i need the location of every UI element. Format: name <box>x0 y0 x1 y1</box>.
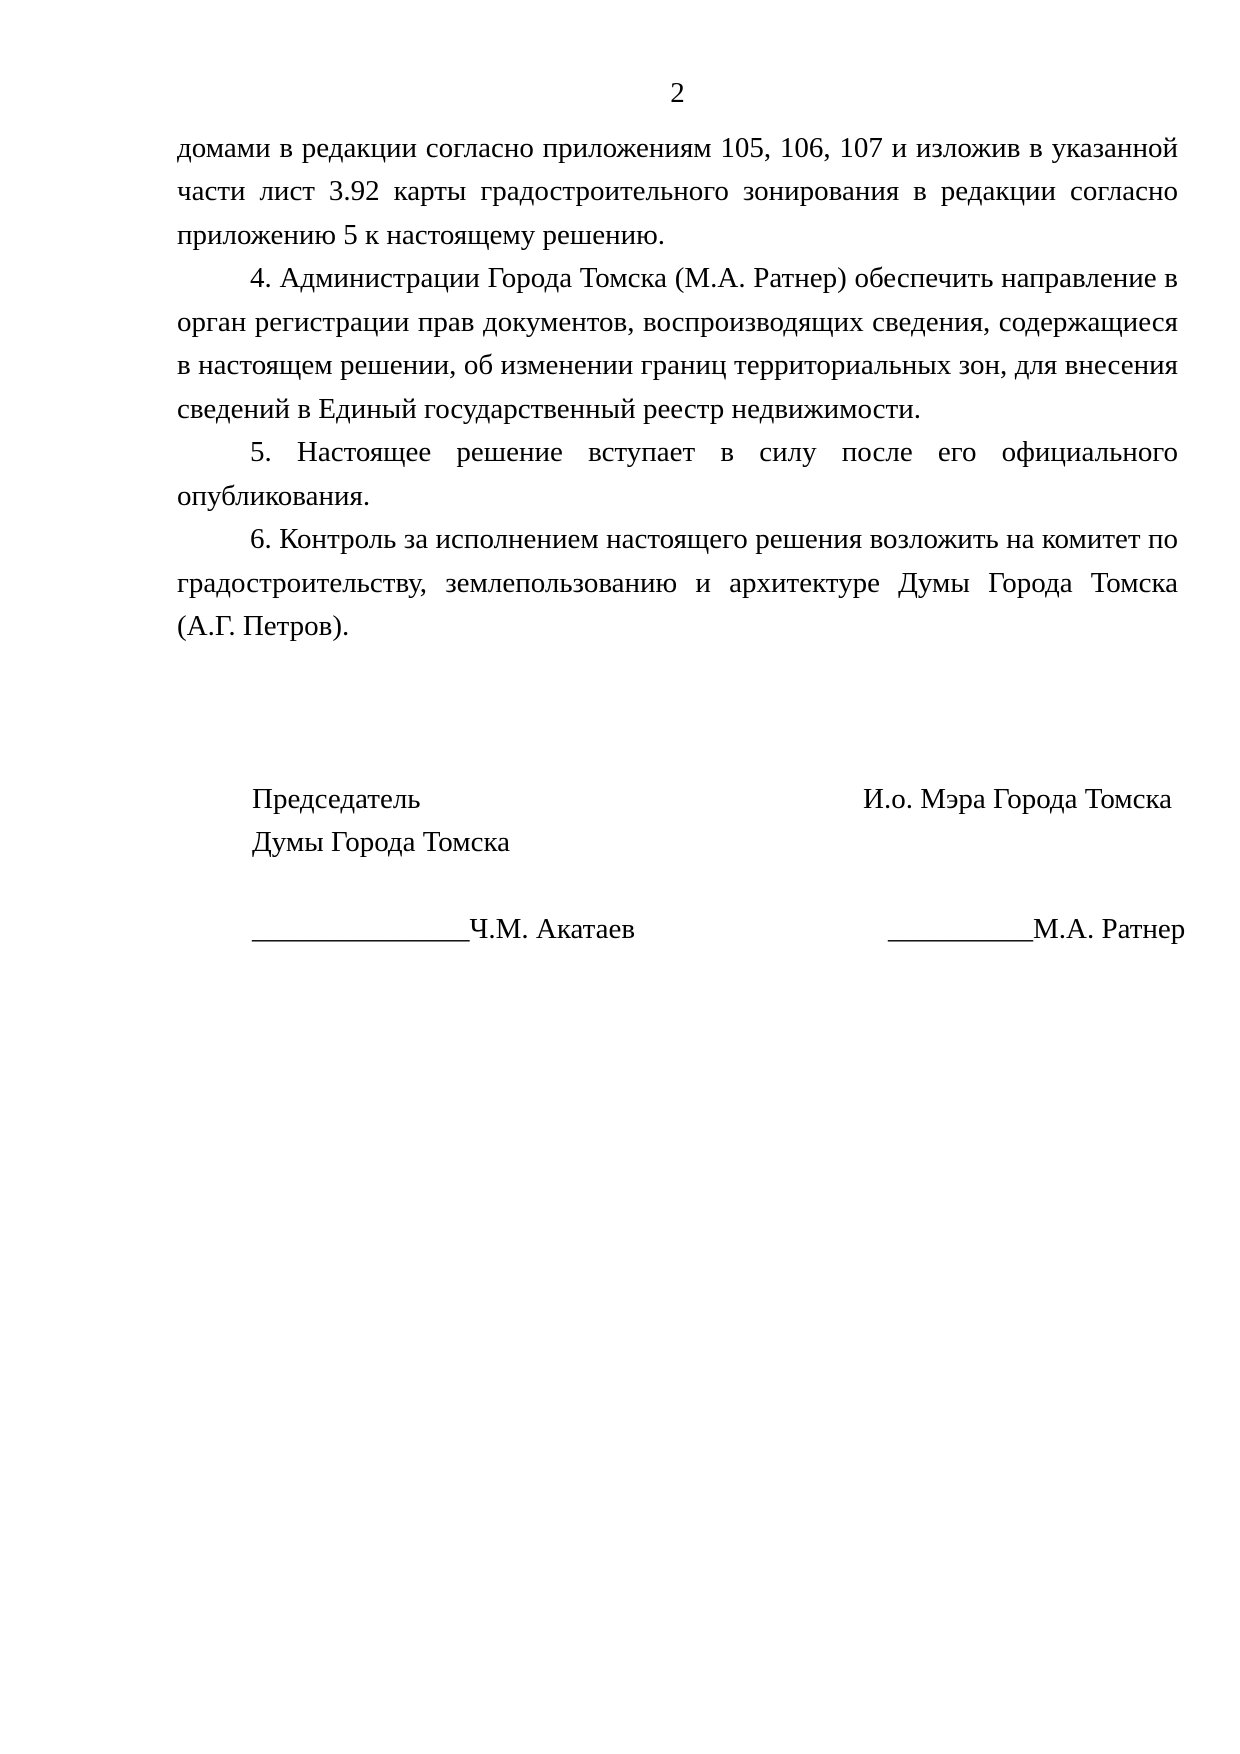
page-number: 2 <box>670 77 685 109</box>
signature-block <box>177 778 1186 963</box>
signature-line-right: __________М.А. Ратнер <box>888 913 1186 945</box>
signer-right-title: И.о. Мэра Города Томска <box>863 782 1173 815</box>
signature-line-left: _______________Ч.М. Акатаев <box>252 913 636 945</box>
paragraph-item-5: 5. Настоящее решение вступает в силу после его официального опубликования. <box>177 436 1178 512</box>
signer-left-title-line2: Думы Города Томска <box>252 826 510 858</box>
paragraph-item-4: 4. Администрации Города Томска (М.А. Ратнер) обеспечить направление в орган регистрации прав документов, воспроизводящих сведения, содержащиеся в настоящем решении, об изменении границ территориальных зон, для внесения сведений в Единый государственный реестр недвижимости. <box>177 262 1178 425</box>
paragraph-item-6: 6. Контроль за исполнением настоящего решения возложить на комитет по градостроительству, землепользованию и архитектуре Думы Города Томска (А.Г. Петров). <box>177 523 1178 642</box>
signer-left-title-line1: Председатель <box>252 782 421 815</box>
paragraph-continuation: домами в редакции согласно приложениям 105, 106, 107 и изложив в указанной части лист 3.92 карты градостроительного зонирования в редакции согласно приложению 5 к настоящему решению. <box>177 131 1178 251</box>
